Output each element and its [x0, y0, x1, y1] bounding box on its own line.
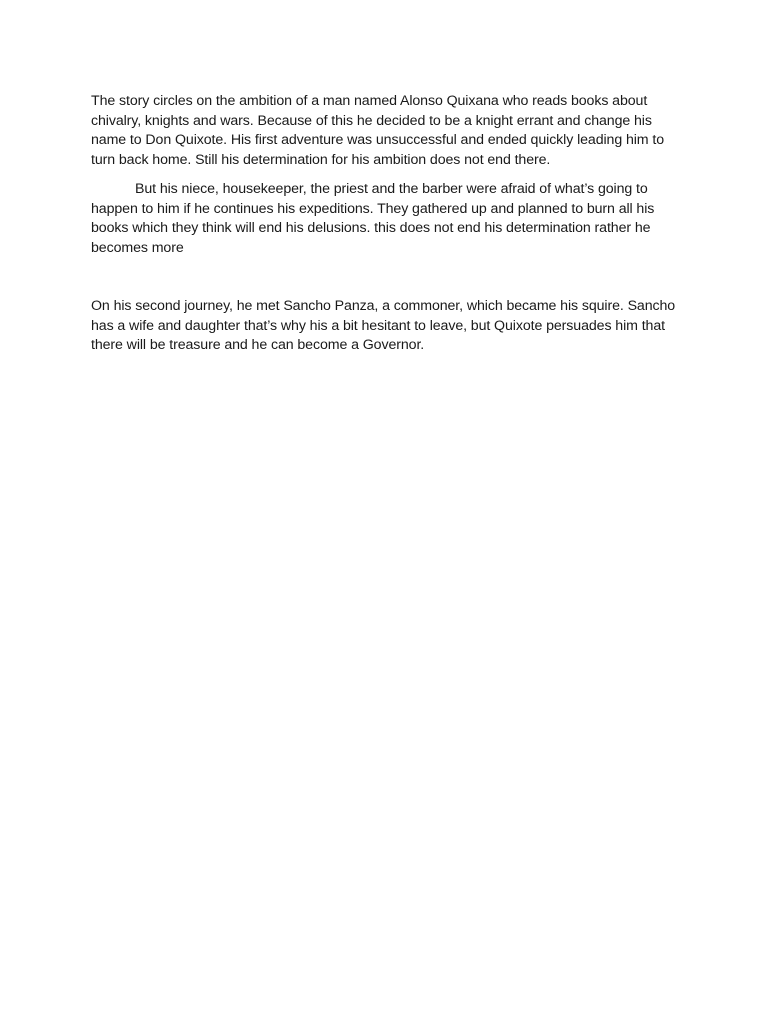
document-body — [91, 92, 681, 356]
paragraph-second-journey: On his second journey, he met Sancho Panza, a commoner, which became his squire. Sancho has a wife and daughter that’s why his a bit hesitant to leave, but Quixote persuades him that there will be treasure and he can become a Governor. — [91, 298, 676, 353]
paragraph-family-concern: But his niece, housekeeper, the priest and the barber were afraid of what’s going to happen to him if he continues his expeditions. They gathered up and planned to burn all his books which they think will end his delusions. this does not end his determination rather he becomes more — [91, 181, 655, 256]
paragraph-story-intro: The story circles on the ambition of a man named Alonso Quixana who reads books about chivalry, knights and wars. Because of this he decided to be a knight errant and change his name to Don Quixote. His first adventure was unsuccessful and ended quickly leading him to turn back home. Still his determination for his ambition does not end there. — [91, 93, 665, 168]
